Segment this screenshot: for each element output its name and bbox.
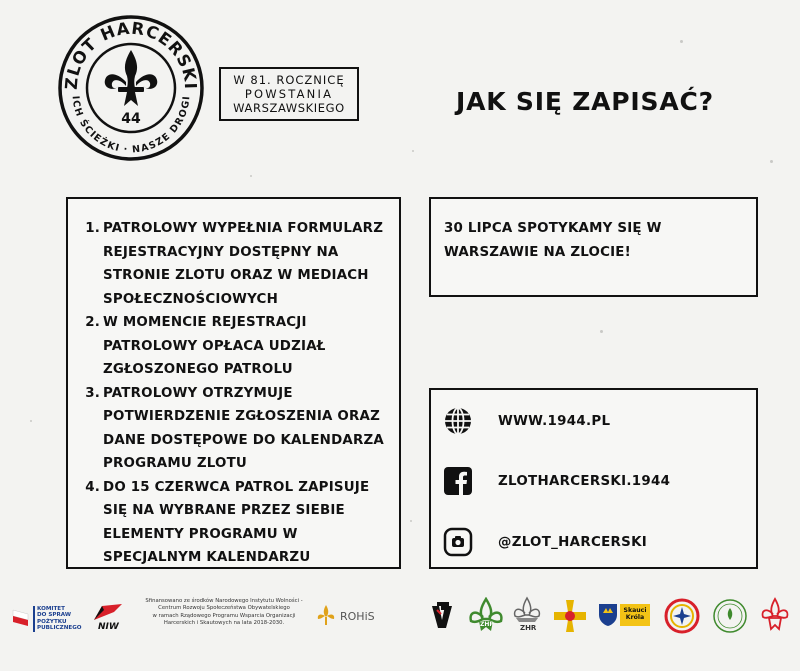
- zhr-logo: ZHR: [510, 596, 544, 636]
- anniversary-line: W 81. ROCZNICĘ: [233, 73, 345, 87]
- rohis-emblem-icon: [316, 604, 336, 626]
- event-date-text: 30 LIPCA SPOTYKAMY SIĘ W WARSZAWIE NA ZLOCIE!: [444, 221, 662, 260]
- polish-flag-icon: [12, 608, 30, 630]
- stamp-number: 44: [121, 111, 141, 127]
- list-item: 4. DO 15 CZERWCA PATROL ZAPISUJE SIĘ NA WYBRANE PRZEZ SIEBIE ELEMENTY PROGRAMU W SPECJALNYM KALENDARZU: [85, 479, 370, 565]
- website-label: WWW.1944.PL: [498, 413, 611, 429]
- niw-logo: NIW: [92, 602, 130, 634]
- scout-association-badge-icon: [664, 598, 700, 634]
- list-item: 2. W MOMENCIE REJESTRACJI PATROLOWY OPŁACA UDZIAŁ ZGŁOSZONEGO PATROLU: [85, 315, 326, 377]
- registration-steps-box: [66, 197, 401, 569]
- anniversary-line: WARSZAWSKIEGO: [233, 101, 345, 115]
- facebook-icon: [441, 464, 475, 498]
- steps-list: [80, 217, 396, 570]
- instagram-icon: [441, 525, 475, 559]
- event-date-box: [429, 197, 758, 297]
- list-item: 3. PATROLOWY OTRZYMUJE POTWIERDZENIE ZGŁOSZENIA ORAZ DANE DOSTĘPOWE DO KALENDARZA PROGRAMU ZLOTU: [85, 385, 384, 471]
- stamp-top-text: ZLOT HARCERSKI: [61, 18, 201, 91]
- contact-links-box: [429, 388, 758, 569]
- page-title: JAK SIĘ ZAPISAĆ?: [456, 87, 714, 116]
- instagram-label: @ZLOT_HARCERSKI: [498, 534, 648, 550]
- facebook-link[interactable]: [441, 464, 741, 498]
- polska-walczaca-icon: [428, 600, 458, 632]
- green-scout-badge-icon: [712, 598, 748, 634]
- red-fleur-de-lis-icon: [760, 597, 790, 633]
- facebook-label: ZLOTHARCERSKI.1944: [498, 473, 671, 489]
- instagram-link[interactable]: [441, 525, 741, 559]
- fleur-de-lis-icon: [105, 50, 158, 106]
- sponsor-footer: [0, 590, 800, 650]
- zhp-logo: ZHP: [467, 597, 505, 635]
- scout-cross-icon: [553, 599, 587, 633]
- anniversary-line: POWSTANIA: [244, 87, 334, 101]
- stamp-bottom-text: ICH ŚCIEŻKI · NASZE DROGI: [69, 95, 193, 156]
- rohis-logo: ROHiS: [316, 604, 386, 630]
- list-item: 1. PATROLOWY WYPEŁNIA FORMULARZ REJESTRACYJNY DOSTĘPNY NA STRONIE ZLOTU ORAZ W MEDIACH SPOŁECZNOŚCIOWYCH: [85, 221, 384, 307]
- kpp-logo: KOMITET DO SPRAW POŻYTKU PUBLICZNEGO: [12, 606, 72, 632]
- globe-icon: [441, 404, 475, 438]
- funding-note: Sfinansowano ze środków Narodowego Instytutu Wolności - Centrum Rozwoju Społeczeństwa Obywatelskiego w ramach Rządowego Programu Wsparcia Organizacji Harcerskich i Skautowych na lata 2018-2030.: [145, 598, 303, 627]
- anniversary-box: [219, 67, 359, 121]
- zlot-harcerski-stamp-logo: [57, 14, 205, 162]
- website-link[interactable]: [441, 404, 741, 438]
- skauci-krola-logo: Skauci Króla: [598, 600, 652, 630]
